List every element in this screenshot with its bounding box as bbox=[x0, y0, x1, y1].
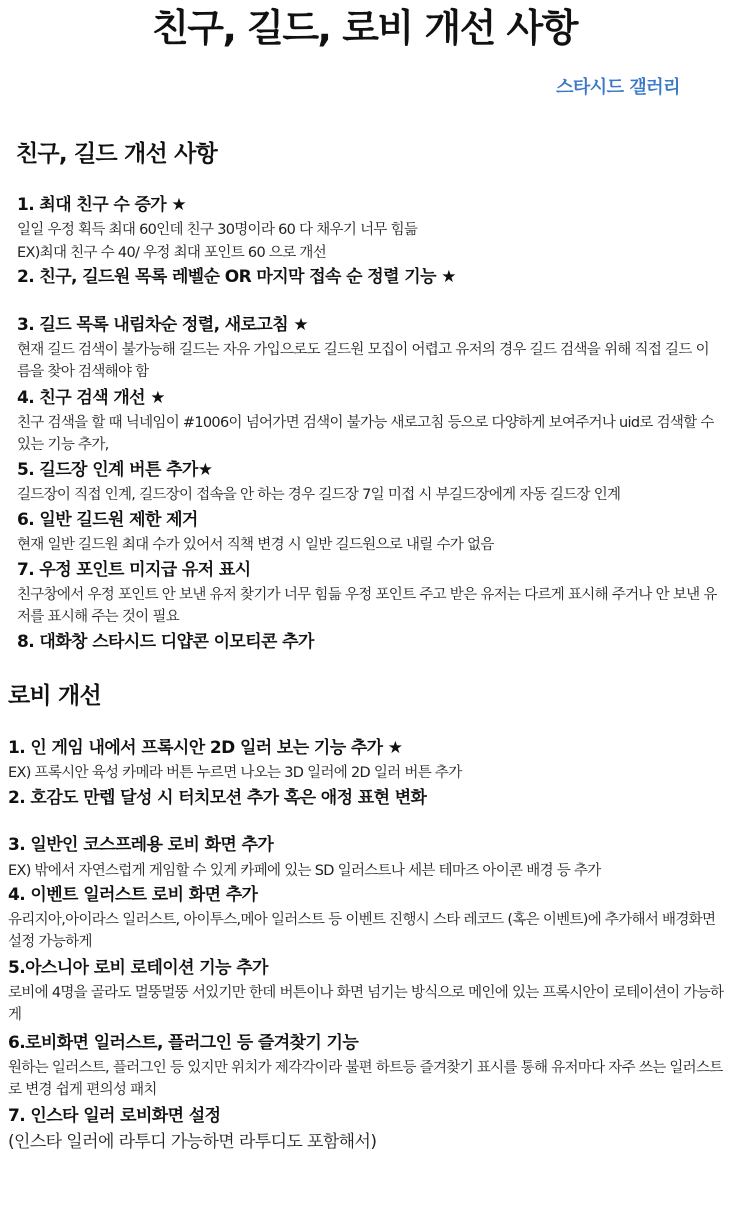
friend-guild-item-7-title: 7. 우정 포인트 미지급 유저 표시 bbox=[17, 560, 251, 580]
friend-guild-item-3-title: 3. 길드 목록 내림차순 정렬, 새로고침 ★ bbox=[17, 315, 309, 335]
friend-guild-item-5-desc: 길드장이 직접 인계, 길드장이 접속을 안 하는 경우 길드장 7일 미접 시 부길드장에게 자동 길드장 인계 bbox=[17, 487, 621, 503]
lobby-item-4-title: 4. 이벤트 일러스트 로비 화면 추가 bbox=[8, 885, 258, 905]
friend-guild-item-1-desc-line-1: 일일 우정 획득 최대 60인데 친구 30명이라 60 다 채우기 너무 힘듦 bbox=[17, 222, 418, 238]
lobby-item-7-title: 7. 인스타 일러 로비화면 설정 bbox=[8, 1106, 221, 1126]
source-link[interactable]: 스타시드 갤러리 bbox=[556, 77, 680, 98]
friend-guild-item-8-title: 8. 대화창 스타시드 디얍콘 이모티콘 추가 bbox=[17, 632, 314, 652]
friend-guild-item-1-desc-line-2: EX)최대 친구 수 40/ 우정 최대 포인트 60 으로 개선 bbox=[17, 245, 327, 261]
friend-guild-item-4-desc: 친구 검색을 할 때 닉네임이 #1006이 넘어가면 검색이 불가능 새로고침 등으로 다양하게 보여주거나 uid로 검색할 수 있는 기능 추가, bbox=[17, 415, 714, 453]
section-heading-lobby: 로비 개선 bbox=[8, 683, 101, 709]
lobby-item-5-desc: 로비에 4명을 골라도 멀뚱멀뚱 서있기만 한데 버튼이나 화면 넘기는 방식으로 메인에 있는 프록시안이 로테이션이 가능하게 bbox=[8, 985, 724, 1023]
friend-guild-item-2-title: 2. 친구, 길드원 목록 레벨순 OR 마지막 접속 순 정렬 기능 ★ bbox=[17, 267, 456, 287]
friend-guild-item-1-title: 1. 최대 친구 수 증가 ★ bbox=[17, 195, 187, 215]
lobby-item-7-desc: (인스타 일러에 라투디 가능하면 라투디도 포함해서) bbox=[8, 1132, 377, 1152]
friend-guild-item-3-desc: 현재 길드 검색이 불가능해 길드는 자유 가입으로도 길드원 모집이 어렵고 유저의 경우 길드 검색을 위해 직접 길드 이름을 찾아 검색해야 함 bbox=[17, 342, 709, 380]
friend-guild-item-4-title: 4. 친구 검색 개선 ★ bbox=[17, 388, 165, 408]
friend-guild-item-6-desc: 현재 일반 길드원 최대 수가 있어서 직책 변경 시 일반 길드원으로 내릴 수가 없음 bbox=[17, 537, 494, 553]
friend-guild-item-6-title: 6. 일반 길드원 제한 제거 bbox=[17, 510, 198, 530]
section-heading-friend-guild: 친구, 길드 개선 사항 bbox=[16, 141, 217, 167]
lobby-item-1-title: 1. 인 게임 내에서 프록시안 2D 일러 보는 기능 추가 ★ bbox=[8, 738, 403, 758]
friend-guild-item-5-title: 5. 길드장 인계 버튼 추가★ bbox=[17, 460, 213, 480]
lobby-item-1-desc: EX) 프록시안 육성 카메라 버튼 누르면 나오는 3D 일러에 2D 일러 버튼 추가 bbox=[8, 765, 462, 781]
lobby-item-4-desc: 유리지아,아이라스 일러스트, 아이투스,메아 일러스트 등 이벤트 진행시 스타 레코드 (혹은 이벤트)에 추가해서 배경화면 설정 가능하게 bbox=[8, 912, 716, 950]
lobby-item-3-desc: EX) 밖에서 자연스럽게 게임할 수 있게 카페에 있는 SD 일러스트나 세븐 테마즈 아이콘 배경 등 추가 bbox=[8, 863, 601, 879]
lobby-item-6-desc: 원하는 일러스트, 플러그인 등 있지만 위치가 제각각이라 불편 하트등 즐겨찾기 표시를 통해 유저마다 자주 쓰는 일러스트로 변경 쉽게 편의성 패치 bbox=[8, 1060, 723, 1098]
document-title: 친구, 길드, 로비 개선 사항 bbox=[152, 6, 577, 50]
lobby-item-3-title: 3. 일반인 코스프레용 로비 화면 추가 bbox=[8, 835, 274, 855]
lobby-item-2-title: 2. 호감도 만렙 달성 시 터치모션 추가 혹은 애정 표현 변화 bbox=[8, 788, 427, 808]
lobby-item-5-title: 5.아스니아 로비 로테이션 기능 추가 bbox=[8, 958, 268, 978]
friend-guild-item-7-desc: 친구창에서 우정 포인트 안 보낸 유저 찾기가 너무 힘듦 우정 포인트 주고 받은 유저는 다르게 표시해 주거나 안 보낸 유저를 표시해 주는 것이 필요 bbox=[17, 587, 717, 625]
lobby-item-6-title: 6.로비화면 일러스트, 플러그인 등 즐겨찾기 기능 bbox=[8, 1033, 359, 1053]
